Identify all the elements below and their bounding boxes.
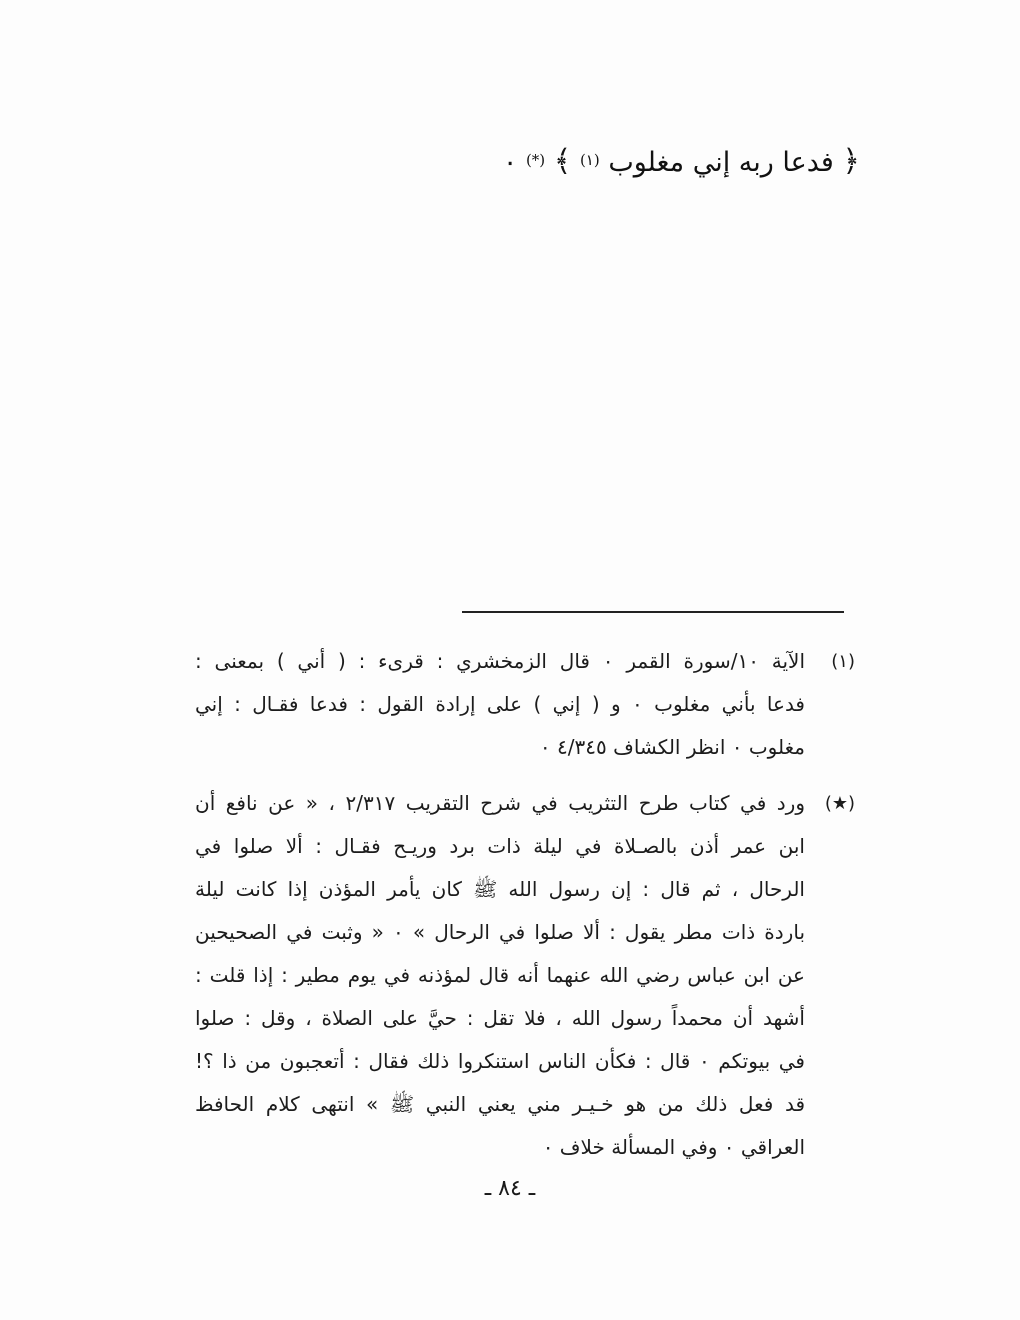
footnote-1-line: فدعا بأني مغلوب ٠ و ( إني ) على إرادة القول : فدعا فقـال : إني: [195, 692, 805, 716]
verse-footnote-marker: (١): [579, 151, 600, 169]
footnote-star-line: في بيوتكم ٠ قال : فكأن الناس استنكروا ذلك فقال : أتعجبون من ذا ؟!: [195, 1049, 805, 1073]
verse-close-bracket: ﴾: [553, 144, 572, 179]
footnote-star-line: باردة ذات مطر يقول : ألا صلوا في الرحال » ٠ « وثبت في الصحيحين: [195, 920, 806, 944]
footnote-star-line: قد فعل ذلك من هو خـيـر مني يعني النبي ﷺ » انتهى كلام الحافظ: [195, 1092, 805, 1116]
footnote-separator-rule: [462, 611, 844, 613]
page-number: ـ ٨٤ ـ: [484, 1176, 536, 1201]
footnote-star-line: ابن عمر أذن بالصـلاة في ليلة ذات برد وريـح فقـال : ألا صلوا في: [195, 834, 805, 858]
footnote-star-line: ورد في كتاب طرح التثريب في شرح التقريب ٢/٣١٧ ، « عن نافع أن: [195, 791, 806, 815]
footnote-star-number: (★): [824, 793, 855, 814]
verse-end-mark: ٠: [502, 147, 518, 178]
verse-open-bracket: ﴿: [842, 144, 860, 179]
footnote-star-body: [195, 782, 805, 1169]
footnote-1-body: [195, 640, 805, 769]
quranic-verse: [503, 140, 860, 183]
footnote-star-line: العراقي ٠ وفي المسألة خلاف ٠: [542, 1135, 805, 1159]
footnote-1-line: الآية ١٠/سورة القمر ٠ قال الزمخشري : قرىء : ( أني ) بمعنى :: [195, 649, 806, 673]
footnote-star: [195, 782, 855, 1169]
footnote-star-line: أشهد أن محمداً رسول الله ، فلا تقل : حيَّ على الصلاة ، وقل : صلوا: [195, 1006, 805, 1030]
footnote-star-line: الرحال ، ثم قال : إن رسول الله ﷺ كان يأمر المؤذن إذا كانت ليلة: [195, 877, 805, 901]
verse-star-marker: (*): [525, 151, 546, 169]
footnote-1-number: (١): [831, 651, 855, 672]
footnote-1-line: مغلوب ٠ انظر الكشاف ٤/٣٤٥ ٠: [539, 735, 805, 759]
verse-text: فدعا ربه إني مغلوب: [608, 147, 834, 178]
footnote-1: [195, 640, 855, 769]
footnote-star-line: عن ابن عباس رضي الله عنهما أنه قال لمؤذنه في يوم مطير : إذا قلت :: [195, 963, 805, 987]
